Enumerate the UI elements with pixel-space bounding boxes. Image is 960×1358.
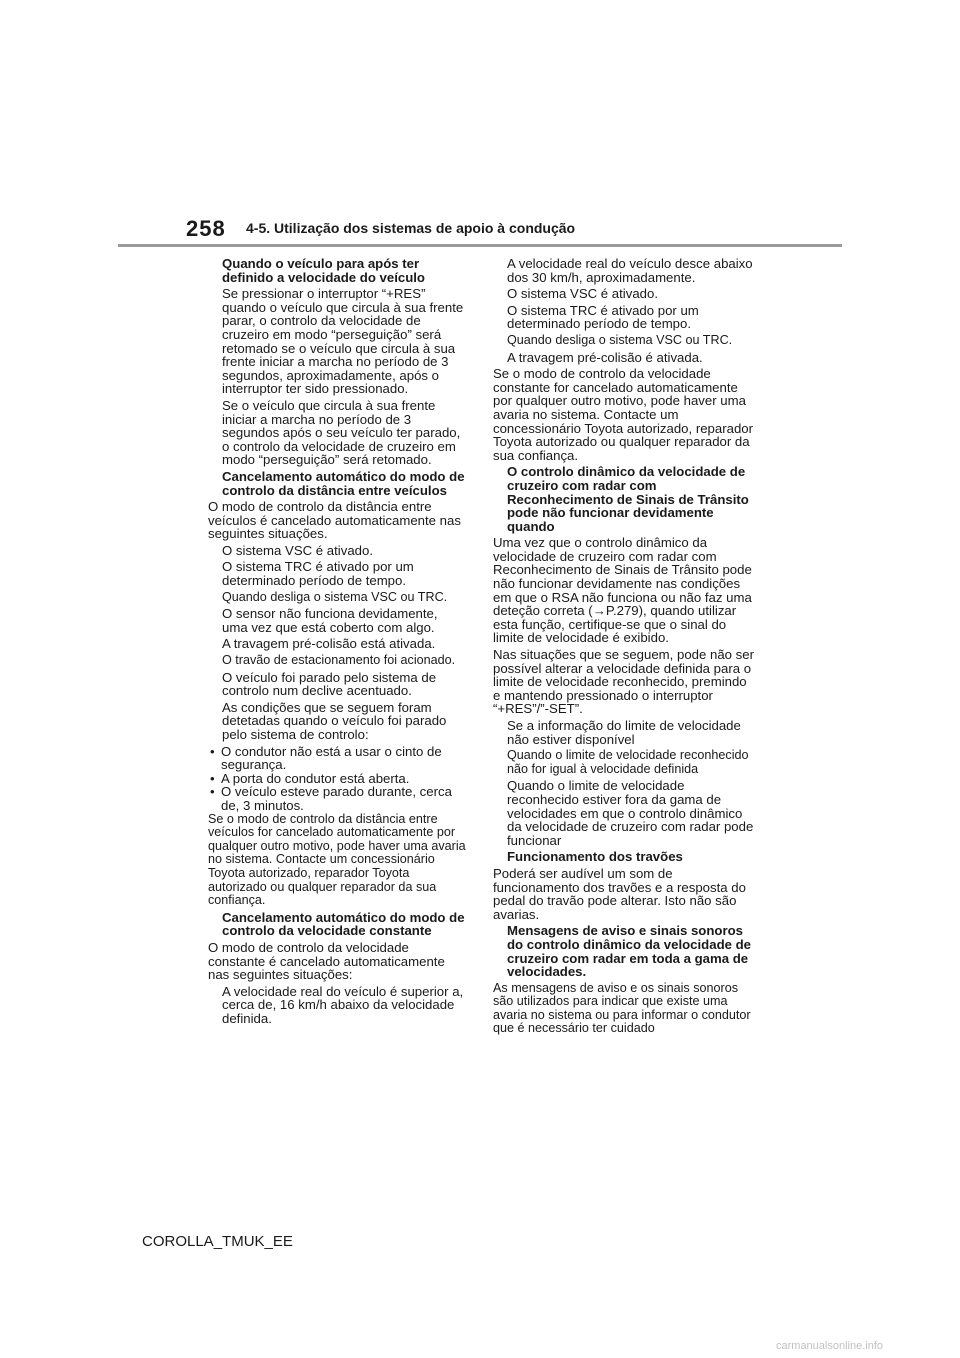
list-item: Se pressionar o interruptor “+RES” quando o veículo que circula à sua frente parar, o controlo da velocidade de cruzeiro em modo “perseguição” será retomado se o veículo que circula à sua frente iniciar a marcha no período de 3 segundos, aproximadamente, após o interruptor ter sido pressionado. bbox=[222, 286, 464, 397]
bullet-item: • O veículo esteve parado durante, cerca de, 3 minutos. bbox=[208, 785, 466, 812]
paragraph: Se o modo de controlo da velocidade constante for cancelado automaticamente por qualquer outro motivo, pode haver uma avaria no sistema. Contacte um concessionário Toyota autorizado, reparador Toyota autorizado ou qualquer reparador da sua confiança. bbox=[493, 366, 754, 463]
list-item: O sistema VSC é ativado. bbox=[507, 286, 658, 302]
section-heading: Funcionamento dos travões bbox=[507, 849, 683, 865]
list-item: As condições que se seguem foram detetadas quando o veículo foi parado pelo sistema de controlo: bbox=[222, 699, 447, 742]
section-heading: Quando o veículo para após ter definido a velocidade do veículo bbox=[222, 256, 425, 285]
list-item: O sistema TRC é ativado por um determinado período de tempo. bbox=[222, 559, 414, 589]
bullet-item: • O condutor não está a usar o cinto de segurança. bbox=[208, 745, 466, 772]
paragraph: Nas situações que se seguem, pode não ser possível alterar a velocidade definida para o limite de velocidade reconhecido, premindo e mantendo pressionado o interruptor “+RES”/”-SET”. bbox=[493, 647, 754, 717]
list-item: Quando desliga o sistema VSC ou TRC. bbox=[222, 589, 448, 604]
paragraph: O modo de controlo da distância entre veículos é cancelado automaticamente nas seguintes situações. bbox=[208, 499, 461, 542]
paragraph: Se o modo de controlo da distância entre veículos for cancelado automaticamente por qualquer outro motivo, pode haver uma avaria no sistema. Contacte um concessionário Toyota autorizado, reparador Toyota autorizado ou qualquer reparador da sua confiança. bbox=[208, 811, 466, 908]
paragraph: Poderá ser audível um som de funcionamento dos travões e a resposta do pedal do travão pode alterar. Isto não são avarias. bbox=[493, 865, 746, 922]
list-item: Se o veículo que circula à sua frente iniciar a marcha no período de 3 segundos após o seu veículo ter parado, o controlo da velocidade de cruzeiro em modo “perseguição” será retomado. bbox=[222, 397, 461, 468]
paragraph: O modo de controlo da velocidade constante é cancelado automaticamente nas seguintes situações: bbox=[208, 939, 445, 983]
list-item: A velocidade real do veículo desce abaixo dos 30 km/h, aproximadamente. bbox=[507, 256, 753, 285]
section-heading: O controlo dinâmico da velocidade de cruzeiro com radar com Reconhecimento de Sinais de Trânsito pode não funcionar devidamente quando bbox=[507, 464, 749, 534]
section-heading: Cancelamento automático do modo de controlo da distância entre veículos bbox=[222, 468, 465, 498]
list-item: Quando o limite de velocidade reconhecido não for igual à velocidade definida bbox=[507, 748, 749, 776]
left-column bbox=[208, 257, 466, 1028]
list-item: Quando o limite de velocidade reconhecido estiver fora da gama de velocidades em que o controlo dinâmico da velocidade de cruzeiro com radar pode funcionar bbox=[507, 778, 754, 848]
list-item: O sistema TRC é ativado por um determinado período de tempo. bbox=[507, 302, 699, 332]
footer-model-code: COROLLA_TMUK_EE bbox=[142, 1233, 293, 1250]
page-number: 258 bbox=[186, 216, 226, 241]
section-heading: Cancelamento automático do modo de controlo da velocidade constante bbox=[222, 909, 465, 939]
header-rule bbox=[118, 244, 842, 247]
list-item: O sensor não funciona devidamente, uma vez que está coberto com algo. bbox=[222, 606, 438, 635]
bullet-item: • A porta do condutor está aberta. bbox=[208, 772, 466, 786]
section-heading: Mensagens de aviso e sinais sonoros do controlo dinâmico da velocidade de cruzeiro com radar em toda a gama de velocidades. bbox=[507, 923, 752, 980]
paragraph: Uma vez que o controlo dinâmico da velocidade de cruzeiro com radar com Reconhecimento de Sinais de Trânsito pode não funcionar devidamente nas condições em que o RSA não funciona ou não faz uma deteção correta (→P.279), quando utilizar esta função, certifique-se que o sinal do limite de velocidade é exibido. bbox=[493, 535, 752, 646]
list-item: O travão de estacionamento foi acionado. bbox=[222, 653, 456, 668]
list-item: O veículo foi parado pelo sistema de controlo num declive acentuado. bbox=[222, 669, 437, 699]
chapter-title: 4-5. Utilização dos sistemas de apoio à condução bbox=[246, 220, 576, 236]
watermark: carmanualsonline.info bbox=[776, 1340, 884, 1352]
right-column bbox=[493, 257, 755, 1039]
list-item: Se a informação do limite de velocidade não estiver disponível bbox=[507, 718, 741, 747]
list-item: O sistema VSC é ativado. bbox=[222, 542, 373, 558]
list-item: Quando desliga o sistema VSC ou TRC. bbox=[507, 332, 733, 347]
list-item: A travagem pré-colisão é ativada. bbox=[507, 349, 703, 365]
list-item: A travagem pré-colisão está ativada. bbox=[222, 636, 436, 652]
list-item: A velocidade real do veículo é superior a, cerca de, 16 km/h abaixo da velocidade definida. bbox=[222, 983, 464, 1026]
paragraph: As mensagens de aviso e os sinais sonoros são utilizados para indicar que existe uma avaria no sistema ou para informar o condutor que é necessário ter cuidado bbox=[493, 980, 751, 1036]
